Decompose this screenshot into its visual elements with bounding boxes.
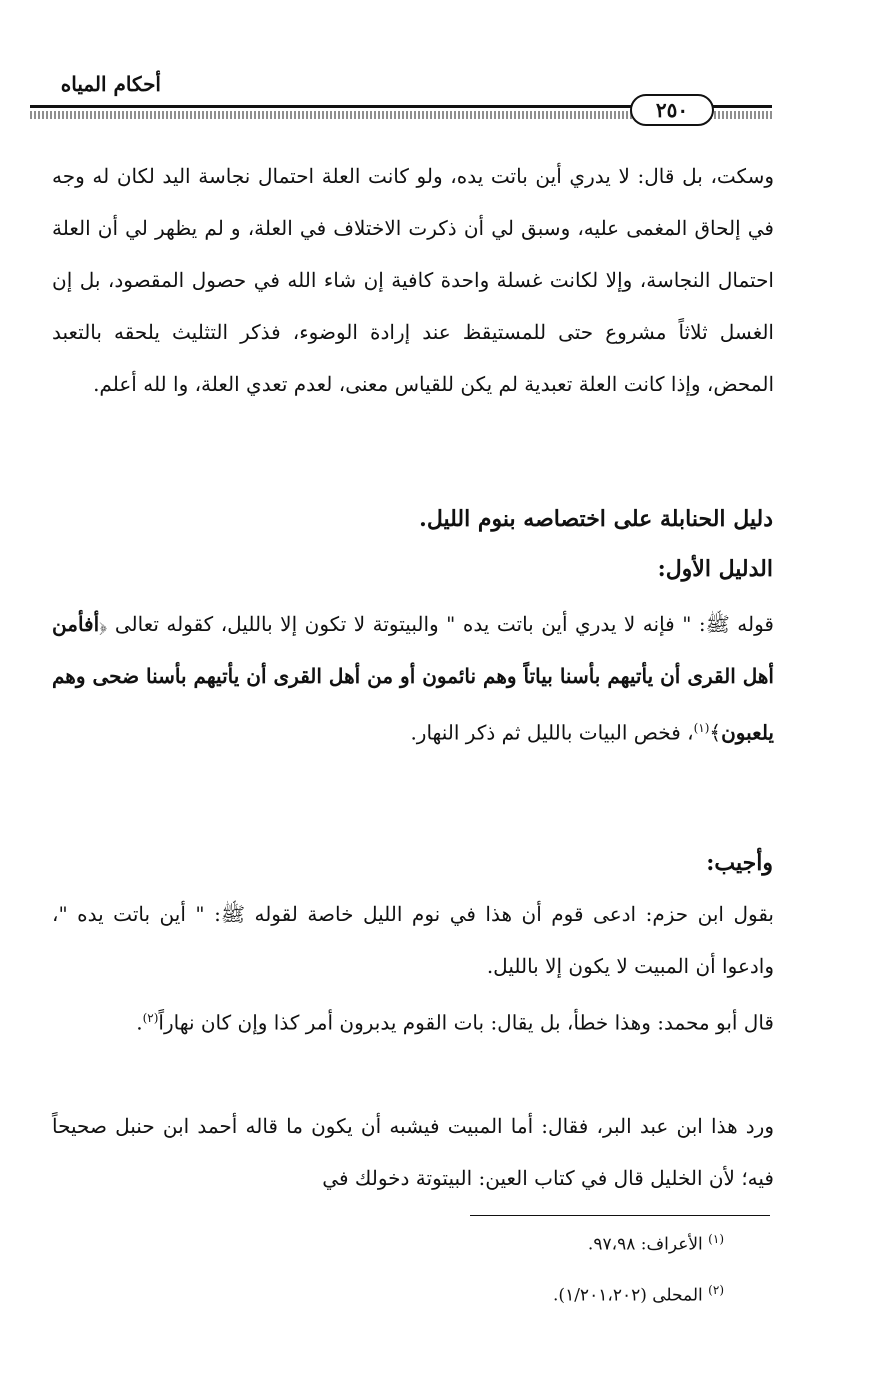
footnote-2-ref: (٢)	[708, 1283, 724, 1297]
quran-verse: أفأمن أهل القرى أن يأتيهم بأسنا بياتاً وهم نائمون أو من أهل القرى أن يأتيهم بأسنا ضحى وهم يلعبون	[52, 612, 774, 745]
paragraph-3	[52, 888, 774, 992]
paragraph-2	[52, 598, 774, 759]
paragraph-5	[52, 1100, 774, 1204]
footnote-2-text: المحلى (١/٢٠١،٢٠٢).	[553, 1285, 703, 1306]
paragraph-2-text-a: قوله ﷺ: " فإنه لا يدري أين باتت يده " والبيتوتة لا تكون إلا بالليل، كقوله تعالى ﴿	[99, 612, 774, 636]
footnote-ref-1: (١)	[693, 721, 710, 735]
subheading-first-evidence: الدليل الأول:	[657, 556, 773, 582]
paragraph-4	[52, 992, 774, 1049]
footnote-1-ref: (١)	[708, 1232, 724, 1246]
paragraph-1-text: وسكت، بل قال: لا يدري أين باتت يده، ولو كانت العلة احتمال نجاسة اليد لكان له وجه في إلحاق المغمى عليه، وسبق لي أن ذكرت الاختلاف في العلة، و لم يظهر لي أن العلة احتمال النجاسة، وإلا لكانت غسلة واحدة كافية إن شاء الله في حصول المقصود، بل إن الغسل ثلاثاً مشروع حتى للمستيقظ عند إرادة الوضوء، فذكر التثليث يلحقه بالتعبد المحض، وإذا كانت العلة تعبدية لم يكن للقياس معنى، لعدم تعدي العلة، وا لله أعلم.	[52, 164, 774, 396]
paragraph-3-text: بقول ابن حزم: ادعى قوم أن هذا في نوم الليل خاصة لقوله ﷺ: " أين باتت يده "، وادعوا أن المبيت لا يكون إلا بالليل.	[52, 902, 775, 978]
subheading-answer: وأجيب:	[706, 850, 773, 876]
page-number: ٢٥٠	[630, 94, 714, 126]
paragraph-5-text: ورد هذا ابن عبد البر، فقال: أما المبيت فيشبه أن يكون ما قاله أحمد ابن حنبل صحيحاً فيه؛ لأن الخليل قال في كتاب العين: البيتوتة دخولك في	[52, 1114, 774, 1190]
paragraph-4-text: قال أبو محمد: وهذا خطأ، بل يقال: بات القوم يدبرون أمر كذا وإن كان نهاراً	[158, 1010, 774, 1035]
footnote-1-text: الأعراف: ٩٧،٩٨.	[587, 1234, 703, 1255]
paragraph-1	[52, 150, 774, 410]
paragraph-2-text-c: ، فخص البيات بالليل ثم ذكر النهار.	[410, 720, 694, 745]
footnote-1	[300, 1232, 724, 1255]
section-heading: دليل الحنابلة على اختصاصه بنوم الليل.	[419, 506, 773, 532]
paragraph-4-end: .	[136, 1010, 143, 1035]
running-title: أحكام المياه	[60, 72, 161, 96]
quran-close-bracket: ﴾	[709, 720, 722, 745]
footnote-ref-2: (٢)	[142, 1011, 159, 1025]
footnote-2	[300, 1283, 724, 1306]
footnote-separator	[470, 1215, 770, 1216]
